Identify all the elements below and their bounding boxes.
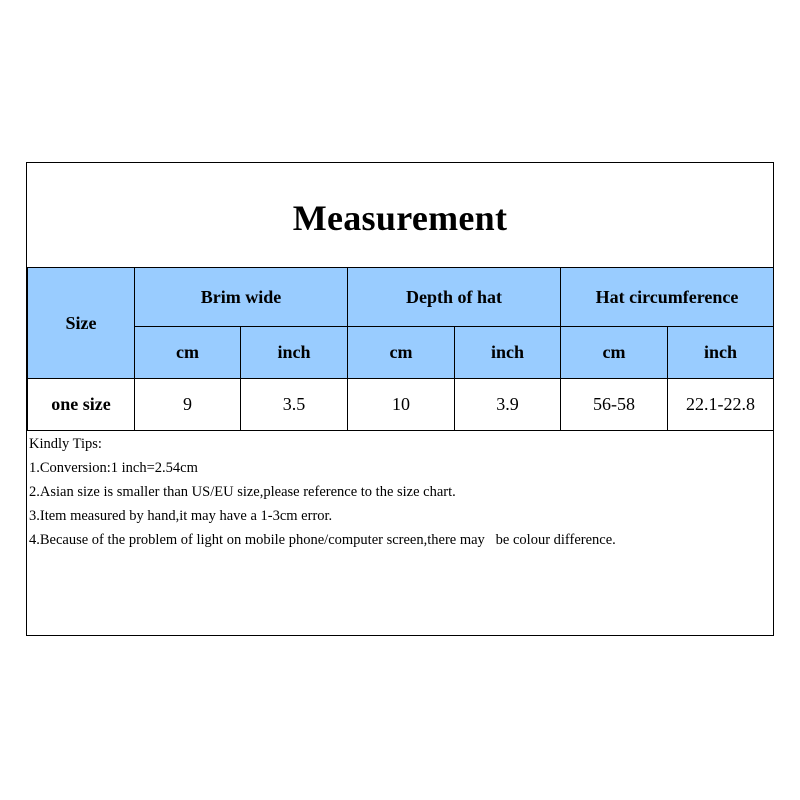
hat-circumference-header: Hat circumference — [561, 268, 774, 327]
tip-item: 1.Conversion:1 inch=2.54cm — [29, 460, 198, 476]
unit-header: inch — [668, 327, 774, 379]
table-cell: 22.1-22.8 — [668, 379, 774, 431]
unit-header: inch — [455, 327, 561, 379]
unit-header: cm — [135, 327, 241, 379]
tip-item: 4.Because of the problem of light on mobile phone/computer screen,there may be colour difference. — [29, 532, 616, 548]
tips-heading: Kindly Tips: — [29, 436, 102, 452]
table-cell: 10 — [348, 379, 455, 431]
tip-item: 3.Item measured by hand,it may have a 1-3cm error. — [29, 508, 333, 524]
depth-of-hat-header: Depth of hat — [348, 268, 561, 327]
brim-wide-header: Brim wide — [135, 268, 348, 327]
unit-header: inch — [241, 327, 348, 379]
tips-section — [27, 432, 773, 552]
size-table — [27, 267, 774, 431]
unit-header: cm — [561, 327, 668, 379]
measurement-sheet — [26, 162, 774, 636]
table-cell: 3.9 — [455, 379, 561, 431]
table-cell: 9 — [135, 379, 241, 431]
table-row — [28, 379, 774, 431]
size-header: Size — [28, 268, 135, 379]
unit-header: cm — [348, 327, 455, 379]
page-title: Measurement — [292, 198, 508, 238]
row-label: one size — [28, 379, 135, 431]
table-cell: 56-58 — [561, 379, 668, 431]
title-row — [27, 163, 773, 267]
table-cell: 3.5 — [241, 379, 348, 431]
tip-item: 2.Asian size is smaller than US/EU size,please reference to the size chart. — [29, 484, 456, 500]
